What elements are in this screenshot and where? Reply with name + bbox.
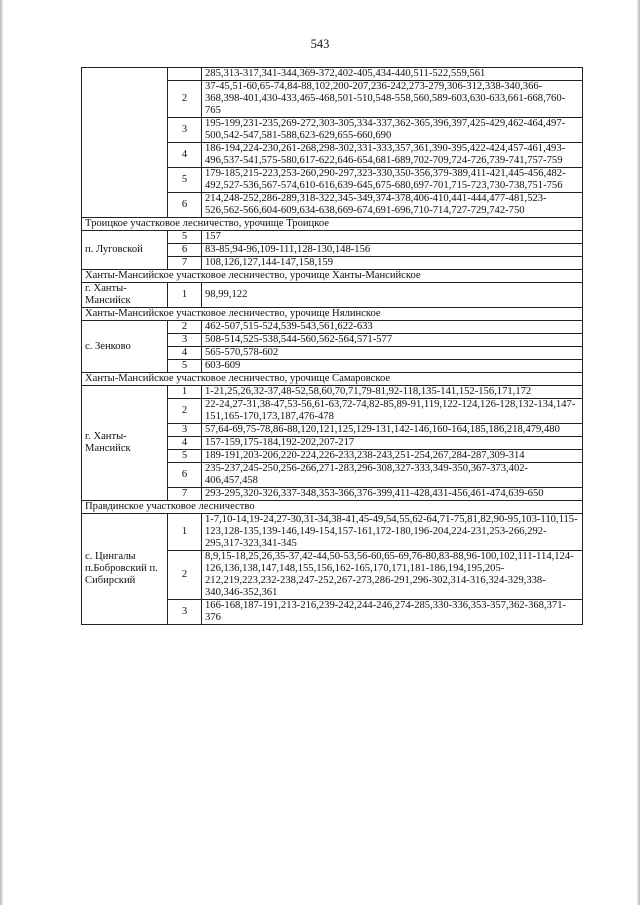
- block-number-cell: 3: [168, 118, 202, 143]
- block-number-cell: 1: [168, 386, 202, 399]
- forest-quarters-table: [81, 67, 583, 625]
- section-title: Ханты-Мансийское участковое лесничество, урочище Нялинское: [82, 308, 583, 321]
- quarters-cell: 1-7,10-14,19-24,27-30,31-34,38-41,45-49,54,55,62-64,71-75,81,82,90-95,103-110,115-123,128-135,139-146,149-154,157-161,172-180,196-204,224-231,253-266,292-295,317-323,341-345: [202, 514, 583, 551]
- location-cell: г. Ханты-Мансийск: [82, 386, 168, 501]
- block-number-cell: 5: [168, 450, 202, 463]
- block-number-cell: 2: [168, 81, 202, 118]
- section-row: [82, 501, 583, 514]
- block-number-cell: 7: [168, 488, 202, 501]
- quarters-cell: 462-507,515-524,539-543,561,622-633: [202, 321, 583, 334]
- block-number-cell: [168, 68, 202, 81]
- block-number-cell: 5: [168, 168, 202, 193]
- section-row: [82, 373, 583, 386]
- block-number-cell: 1: [168, 514, 202, 551]
- block-number-cell: 4: [168, 143, 202, 168]
- table-row: [82, 68, 583, 81]
- quarters-cell: 603-609: [202, 360, 583, 373]
- quarters-cell: 157-159,175-184,192-202,207-217: [202, 437, 583, 450]
- section-row: [82, 270, 583, 283]
- quarters-cell: 189-191,203-206,220-224,226-233,238-243,251-254,267,284-287,309-314: [202, 450, 583, 463]
- table-row: [82, 321, 583, 334]
- block-number-cell: 4: [168, 347, 202, 360]
- block-number-cell: 5: [168, 360, 202, 373]
- block-number-cell: 2: [168, 399, 202, 424]
- block-number-cell: 2: [168, 551, 202, 600]
- block-number-cell: 3: [168, 600, 202, 625]
- section-title: Ханты-Мансийское участковое лесничество, урочище Ханты-Мансийское: [82, 270, 583, 283]
- block-number-cell: 6: [168, 463, 202, 488]
- quarters-cell: 157: [202, 231, 583, 244]
- scan-edge-left: [0, 0, 3, 905]
- table-row: [82, 283, 583, 308]
- quarters-cell: 83-85,94-96,109-111,128-130,148-156: [202, 244, 583, 257]
- location-cell: г. Ханты-Мансийск: [82, 283, 168, 308]
- quarters-cell: 8,9,15-18,25,26,35-37,42-44,50-53,56-60,65-69,76-80,83-88,96-100,102,111-114,124-126,136,138,147,148,155,156,162-165,170,171,181-186,194,195,205-212,219,223,232-238,247-252,267-273,286-291,296-302,314-316,324-329,338-340,346-352,361: [202, 551, 583, 600]
- quarters-cell: 179-185,215-223,253-260,290-297,323-330,350-356,379-389,411-421,445-456,482-492,527-536,567-574,610-616,639-645,675-680,697-701,715-723,730-738,751-756: [202, 168, 583, 193]
- quarters-cell: 195-199,231-235,269-272,303-305,334-337,362-365,396,397,425-429,462-464,497-500,542-547,581-588,623-629,655-660,690: [202, 118, 583, 143]
- table-row: [82, 231, 583, 244]
- section-title: Правдинское участковое лесничество: [82, 501, 583, 514]
- block-number-cell: 5: [168, 231, 202, 244]
- block-number-cell: 2: [168, 321, 202, 334]
- block-number-cell: 6: [168, 193, 202, 218]
- block-number-cell: 4: [168, 437, 202, 450]
- quarters-cell: 186-194,224-230,261-268,298-302,331-333,357,361,390-395,422-424,457-461,493-496,537-541,575-580,617-622,646-654,681-689,702-709,724-726,739-741,757-759: [202, 143, 583, 168]
- quarters-cell: 1-21,25,26,32-37,48-52,58,60,70,71,79-81,92-118,135-141,152-156,171,172: [202, 386, 583, 399]
- quarters-cell: 166-168,187-191,213-216,239-242,244-246,274-285,330-336,353-357,362-368,371-376: [202, 600, 583, 625]
- section-title: Ханты-Мансийское участковое лесничество, урочище Самаровское: [82, 373, 583, 386]
- location-cell: с. Зенково: [82, 321, 168, 373]
- quarters-cell: 508-514,525-538,544-560,562-564,571-577: [202, 334, 583, 347]
- section-title: Троицкое участковое лесничество, урочище Троицкое: [82, 218, 583, 231]
- quarters-cell: 214,248-252,286-289,318-322,345-349,374-378,406-410,441-444,477-481,523-526,562-566,604-609,634-638,669-674,691-696,710-714,727-729,742-750: [202, 193, 583, 218]
- quarters-cell: 57,64-69,75-78,86-88,120,121,125,129-131,142-146,160-164,185,186,218,479,480: [202, 424, 583, 437]
- quarters-cell: 293-295,320-326,337-348,353-366,376-399,411-428,431-456,461-474,639-650: [202, 488, 583, 501]
- section-row: [82, 218, 583, 231]
- block-number-cell: 3: [168, 424, 202, 437]
- block-number-cell: 6: [168, 244, 202, 257]
- table-row: [82, 514, 583, 551]
- quarters-cell: 108,126,127,144-147,158,159: [202, 257, 583, 270]
- quarters-cell: 565-570,578-602: [202, 347, 583, 360]
- block-number-cell: 3: [168, 334, 202, 347]
- section-row: [82, 308, 583, 321]
- quarters-cell: 37-45,51-60,65-74,84-88,102,200-207,236-242,273-279,306-312,338-340,366-368,398-401,430-433,465-468,501-510,548-558,560,589-603,630-633,661-668,760-765: [202, 81, 583, 118]
- location-cell: с. Цингалы п.Бобровский п. Сибирский: [82, 514, 168, 625]
- location-cell: п. Луговской: [82, 231, 168, 270]
- block-number-cell: 1: [168, 283, 202, 308]
- table-body: [82, 68, 583, 625]
- block-number-cell: 7: [168, 257, 202, 270]
- quarters-cell: 22-24,27-31,38-47,53-56,61-63,72-74,82-85,89-91,119,122-124,126-128,132-134,147-151,165-170,173,187,476-478: [202, 399, 583, 424]
- quarters-cell: 98,99,122: [202, 283, 583, 308]
- location-cell: [82, 68, 168, 218]
- page-number: 543: [310, 37, 330, 51]
- quarters-cell: 285,313-317,341-344,369-372,402-405,434-440,511-522,559,561: [202, 68, 583, 81]
- quarters-cell: 235-237,245-250,256-266,271-283,296-308,327-333,349-350,367-373,402-406,457,458: [202, 463, 583, 488]
- table-row: [82, 386, 583, 399]
